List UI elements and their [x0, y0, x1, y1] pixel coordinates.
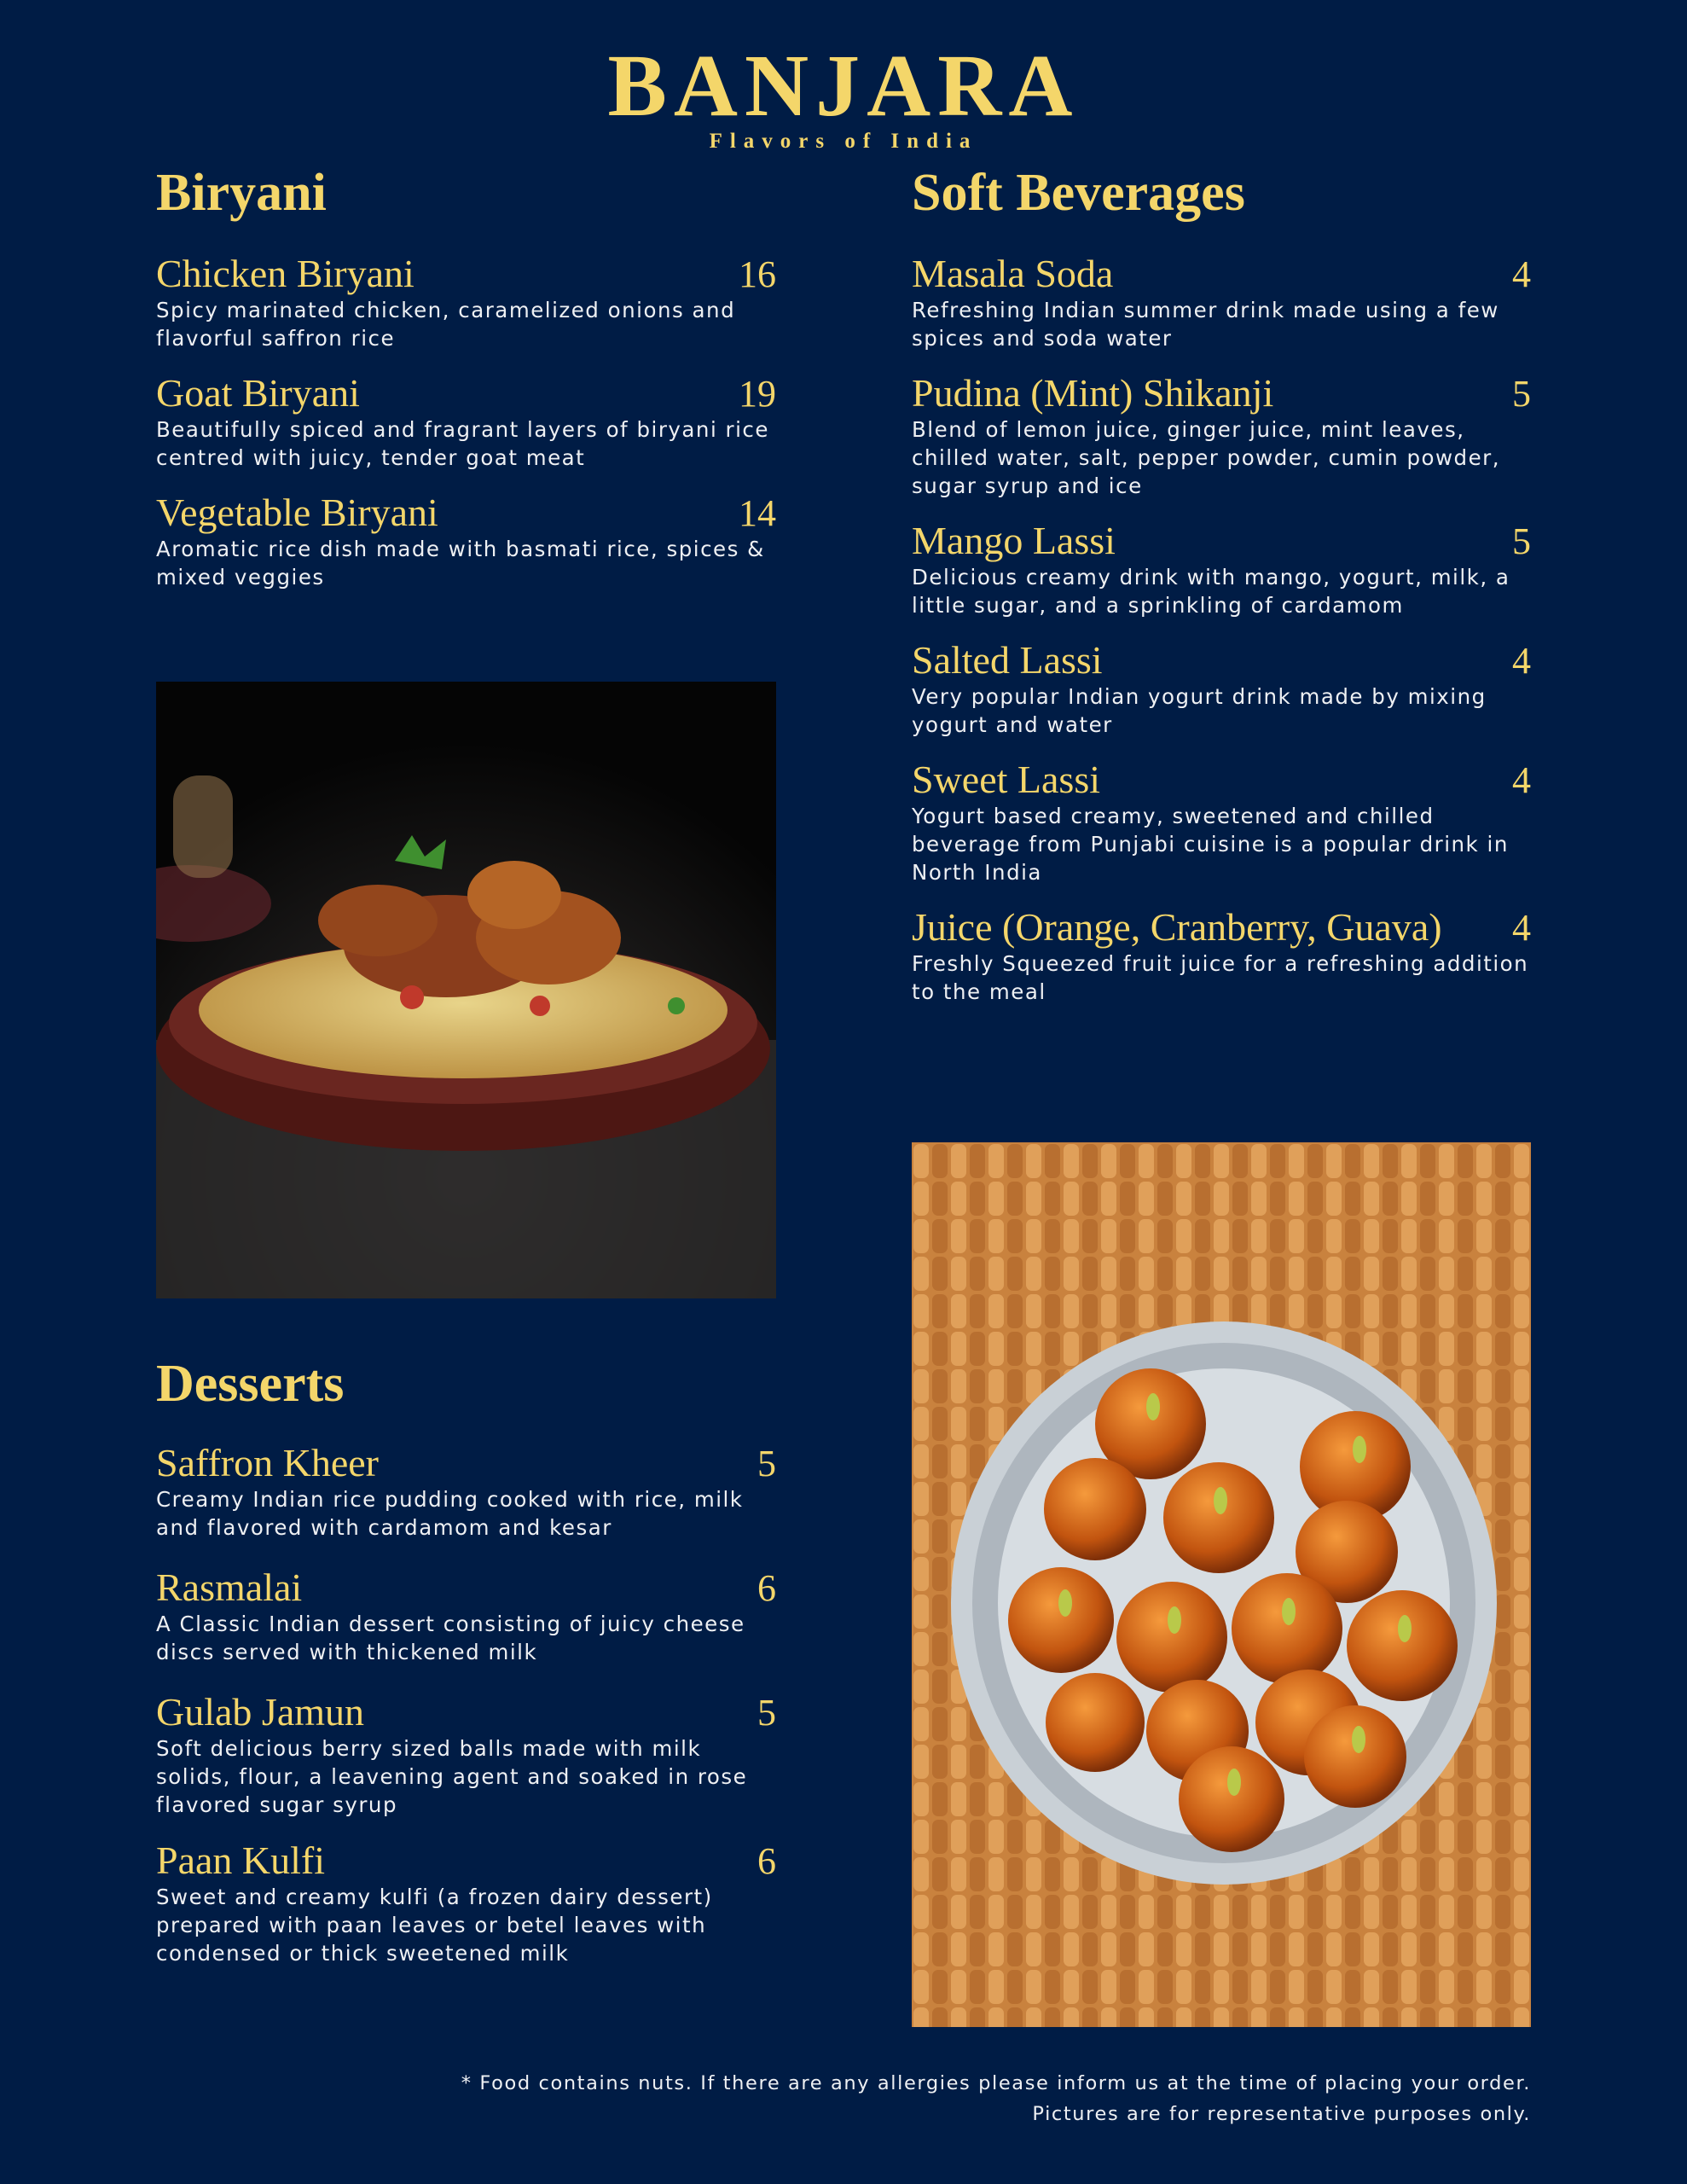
restaurant-tagline: Flavors of India — [709, 130, 978, 153]
item-price: 6 — [757, 1567, 776, 1609]
item-price: 5 — [757, 1443, 776, 1484]
gulab-jamun-photo — [912, 1142, 1531, 2027]
item-description: Soft delicious berry sized balls made with milk solids, flour, a leavening agent and soaked in rose flavored sugar syrup — [156, 1736, 748, 1817]
item-price: 5 — [757, 1692, 776, 1734]
section-title-biryani: Biryani — [156, 164, 327, 222]
menu-item — [912, 251, 1531, 352]
gulab-jamun-bowl-illustration — [912, 1142, 1531, 2027]
menu-item — [156, 1838, 776, 1967]
menu-item — [912, 757, 1531, 886]
item-price: 16 — [739, 253, 776, 295]
section-title-desserts: Desserts — [156, 1355, 345, 1413]
item-name: Saffron Kheer — [156, 1441, 379, 1484]
item-description: Freshly Squeezed fruit juice for a refreshing addition to the meal — [912, 951, 1529, 1004]
item-description: Beautifully spiced and fragrant layers of biryani rice centred with juicy, tender goat meat — [156, 417, 769, 470]
menu-item — [156, 251, 776, 352]
menu-item — [912, 518, 1531, 619]
desserts-section — [156, 1353, 776, 1967]
beverages-section — [912, 162, 1531, 1006]
section-title-beverages: Soft Beverages — [912, 164, 1245, 222]
footnote — [461, 2068, 1531, 2129]
item-description: Delicious creamy drink with mango, yogurt, milk, a little sugar, and a sprinkling of cardamom — [912, 565, 1510, 618]
item-description: Spicy marinated chicken, caramelized onions and flavorful saffron rice — [156, 298, 736, 351]
item-name: Gulab Jamun — [156, 1690, 365, 1734]
item-name: Mango Lassi — [912, 519, 1116, 562]
item-price: 19 — [739, 373, 776, 415]
item-description: Refreshing Indian summer drink made using a few spices and soda water — [912, 298, 1499, 351]
biryani-plate-illustration — [156, 682, 776, 1298]
item-name: Salted Lassi — [912, 638, 1103, 682]
item-price: 4 — [1512, 907, 1531, 949]
item-name: Paan Kulfi — [156, 1838, 326, 1882]
biryani-section — [156, 162, 776, 591]
restaurant-name: BANJARA — [607, 37, 1080, 135]
item-name: Vegetable Biryani — [156, 491, 438, 534]
menu-item — [156, 1565, 776, 1666]
item-price: 4 — [1512, 759, 1531, 801]
brand-header — [0, 39, 1687, 154]
menu-item — [912, 904, 1531, 1006]
item-name: Goat Biryani — [156, 371, 360, 415]
item-description: Creamy Indian rice pudding cooked with rice, milk and flavored with cardamom and kesar — [156, 1487, 744, 1540]
item-price: 6 — [757, 1840, 776, 1882]
item-description: A Classic Indian dessert consisting of juicy cheese discs served with thickened milk — [156, 1612, 745, 1664]
item-name: Juice (Orange, Cranberry, Guava) — [912, 905, 1442, 949]
item-description: Yogurt based creamy, sweetened and chilled beverage from Punjabi cuisine is a popular drink in North India — [912, 804, 1509, 885]
pictures-disclaimer: Pictures are for representative purposes only. — [1032, 2103, 1531, 2125]
menu-item — [156, 1440, 776, 1542]
item-price: 5 — [1512, 373, 1531, 415]
item-name: Rasmalai — [156, 1565, 303, 1609]
item-name: Pudina (Mint) Shikanji — [912, 371, 1274, 415]
menu-item — [912, 637, 1531, 739]
item-price: 4 — [1512, 253, 1531, 295]
item-price: 4 — [1512, 640, 1531, 682]
biryani-photo — [156, 682, 776, 1298]
menu-item — [912, 370, 1531, 500]
item-price: 5 — [1512, 520, 1531, 562]
item-name: Chicken Biryani — [156, 252, 415, 295]
item-description: Very popular Indian yogurt drink made by mixing yogurt and water — [912, 684, 1487, 737]
item-description: Sweet and creamy kulfi (a frozen dairy dessert) prepared with paan leaves or betel leaves with condensed or thick sweetened milk — [156, 1885, 713, 1966]
item-name: Sweet Lassi — [912, 758, 1101, 801]
item-description: Blend of lemon juice, ginger juice, mint leaves, chilled water, salt, pepper powder, cumin powder, sugar syrup and ice — [912, 417, 1501, 498]
menu-item — [156, 370, 776, 472]
menu-item — [156, 1689, 776, 1819]
allergy-notice: * Food contains nuts. If there are any allergies please inform us at the time of placing your order. — [461, 2072, 1531, 2094]
item-name: Masala Soda — [912, 252, 1114, 295]
item-description: Aromatic rice dish made with basmati rice, spices & mixed veggies — [156, 537, 765, 590]
item-price: 14 — [739, 492, 776, 534]
menu-item — [156, 490, 776, 591]
